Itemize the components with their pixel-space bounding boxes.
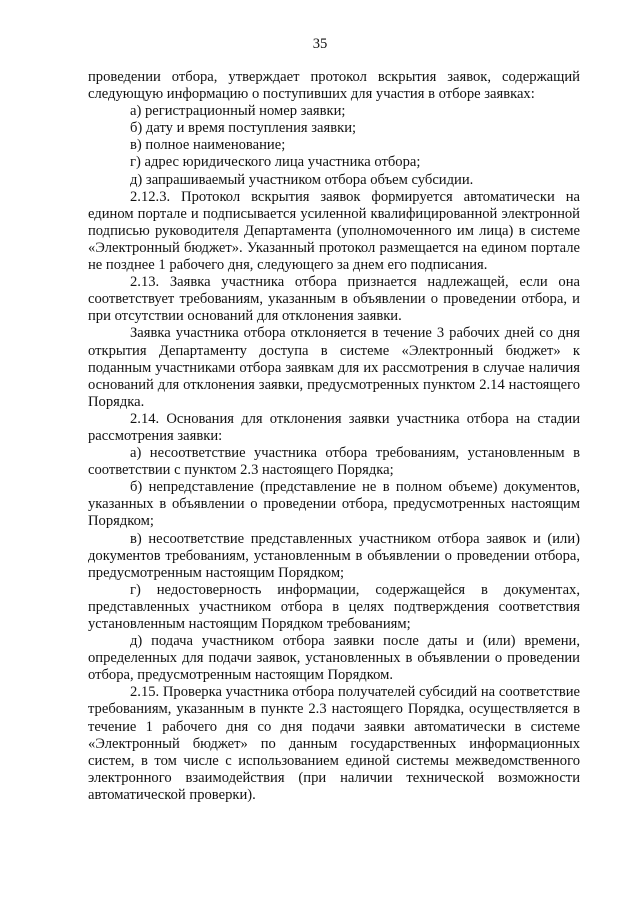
list-item-b: б) дату и время поступления заявки; <box>130 120 357 137</box>
clause-2-14-item-c: в) несоответствие представленных участником отбора заявок и (или) документов требованиям, установленным в объявлении о проведении отбора, предусмотренным настоящим Порядком; <box>88 530 580 581</box>
clause-2-15: 2.15. Проверка участника отбора получателей субсидий на соответствие требованиям, указанным в пункте 2.3 настоящего Порядка, осуществляется в течение 1 рабочего дня со дня подачи заявки автоматически в системе «Электронный бюджет» по данным государственных информационных систем, в том числе с использованием единой системы межведомственного электронного взаимодействия (при наличии технической возможности автоматической проверки). <box>88 684 580 803</box>
clause-2-14-item-a: а) несоответствие участника отбора требованиям, установленным в соответствии с пунктом 2.3 настоящего Порядка; <box>88 445 580 479</box>
list-item-e: д) запрашиваемый участником отбора объем субсидии. <box>130 171 474 188</box>
page-number: 35 <box>312 36 328 52</box>
clause-2-14-item-b: б) непредставление (представление не в полном объеме) документов, указанных в объявлении о проведении отбора, предусмотренных настоящим Порядком; <box>88 479 580 530</box>
list-item-a: а) регистрационный номер заявки; <box>130 103 346 120</box>
clause-2-13: 2.13. Заявка участника отбора признается надлежащей, если она соответствует требованиям, указанным в объявлении о проведении отбора, и при отсутствии оснований для отклонения заявки. <box>88 274 580 325</box>
clause-2-14-item-e: д) подача участником отбора заявки после даты и (или) времени, определенных для подачи заявок, установленных в объявлении о проведении отбора, предусмотренным настоящим Порядком. <box>88 633 580 684</box>
clause-2-13-rejection: Заявка участника отбора отклоняется в течение 3 рабочих дней со дня открытия Департаменту доступа в системе «Электронный бюджет» к поданным участниками отбора заявкам для их рассмотрения в случае наличия оснований для отклонения заявки, предусмотренных пунктом 2.14 настоящего Порядка. <box>88 325 580 410</box>
paragraph-continuation: проведении отбора, утверждает протокол вскрытия заявок, содержащий следующую информацию о поступивших для участия в отборе заявках: <box>88 69 580 103</box>
clause-2-12-3: 2.12.3. Протокол вскрытия заявок формируется автоматически на едином портале и подписывается усиленной квалифицированной электронной подписью руководителя Департамента (уполномоченного им лица) в системе «Электронный бюджет». Указанный протокол размещается на едином портале не позднее 1 рабочего дня, следующего за днем его подписания. <box>88 188 580 274</box>
list-item-c: в) полное наименование; <box>130 137 286 154</box>
document-body <box>88 69 580 804</box>
clause-2-14-item-d: г) недостоверность информации, содержащейся в документах, представленных участником отбора в целях подтверждения соответствия установленным настоящим Порядком требованиям; <box>88 581 580 632</box>
clause-2-14: 2.14. Основания для отклонения заявки участника отбора на стадии рассмотрения заявки: <box>88 410 580 444</box>
list-item-d: г) адрес юридического лица участника отбора; <box>130 154 421 171</box>
